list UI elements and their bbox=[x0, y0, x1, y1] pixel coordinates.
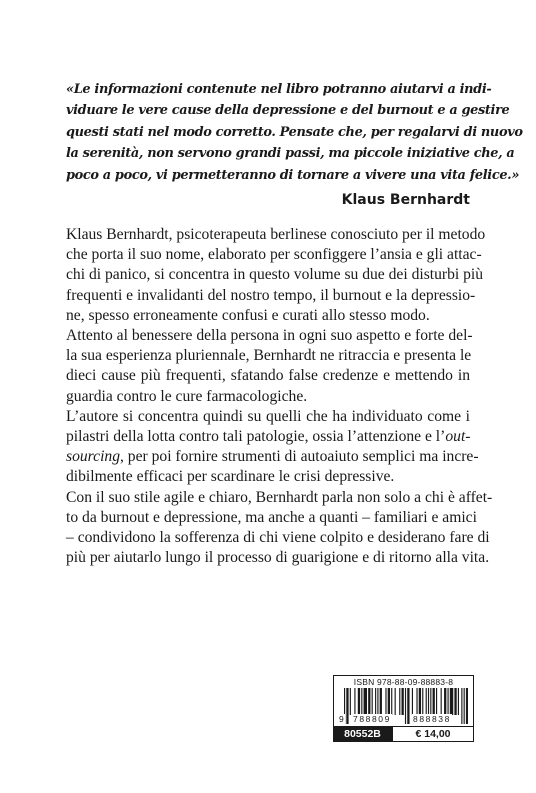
paragraph-2 bbox=[66, 326, 473, 407]
barcode-bar bbox=[358, 688, 360, 715]
text-line bbox=[66, 427, 470, 447]
barcode-bar bbox=[350, 688, 351, 715]
barcode-digit-first: 9 bbox=[339, 714, 344, 724]
barcode-bar bbox=[399, 688, 400, 715]
text-line: dibilmente efficaci per scardinare le crisi depressive. bbox=[66, 468, 395, 486]
barcode-bar bbox=[454, 688, 456, 715]
text-line: Con il suo stile agile e chiaro, Bernhardt parla non solo a chi è affet- bbox=[66, 488, 493, 506]
barcode-bar bbox=[375, 688, 376, 715]
barcode-bar bbox=[416, 688, 417, 715]
quote-line: questi stati nel modo corretto. Pensate che, per regalarvi di nuovo bbox=[66, 124, 523, 140]
barcode-bar bbox=[430, 688, 431, 715]
paragraph-1 bbox=[66, 225, 486, 326]
text-line: ne, spesso erroneamente confusi e curati allo stesso modo. bbox=[66, 306, 430, 324]
text-line: chi di panico, si concentra in questo volume su due dei disturbi più bbox=[66, 266, 484, 284]
barcode-bar bbox=[426, 688, 427, 715]
quote-line: poco a poco, vi permetteranno di tornare a vivere una vita felice.» bbox=[66, 167, 520, 183]
barcode-bar bbox=[422, 688, 423, 715]
price-row bbox=[333, 726, 474, 742]
barcode-bar bbox=[361, 688, 362, 715]
barcode-bar bbox=[433, 688, 435, 715]
barcode-bar bbox=[428, 688, 429, 715]
text-line: to da burnout e depressione, ma anche a quanti – familiari e amici bbox=[66, 508, 477, 526]
isbn-label: ISBN 978-88-09-88883-8 bbox=[353, 677, 454, 687]
text-run: pilastri della lotta contro tali patologie, ossia l’attenzione e l’ bbox=[66, 428, 446, 446]
barcode-box bbox=[333, 675, 474, 742]
price-label: € 14,00 bbox=[392, 726, 474, 742]
quote-line: «Le informazioni contenute nel libro potranno aiutarvi a indi- bbox=[66, 82, 492, 97]
barcode-bar bbox=[368, 688, 370, 715]
text-line: Attento al benessere della persona in ogni suo aspetto e forte del- bbox=[66, 327, 473, 345]
text-line: frequenti e invalidanti del nostro tempo, il burnout e la depressio- bbox=[66, 286, 476, 304]
italic-term: out- bbox=[445, 428, 471, 446]
text-line: più per aiutarlo lungo il processo di guarigione e di ritorno alla vita. bbox=[66, 549, 490, 567]
product-code: 80552B bbox=[333, 726, 392, 742]
barcode-bar bbox=[395, 688, 396, 715]
text-line: dieci cause più frequenti, sfatando false credenze e mettendo in bbox=[66, 367, 470, 385]
quote-author: Klaus Bernhardt bbox=[341, 192, 470, 209]
barcode-bar bbox=[444, 688, 446, 715]
text-line: – condividono la sofferenza di chi viene colpito e desiderano fare di bbox=[66, 529, 490, 547]
italic-term: sourcing bbox=[66, 448, 120, 466]
barcode-digits-left: 788809 bbox=[353, 714, 391, 724]
text-line: che porta il suo nome, elaborato per sconfiggere l’ansia e gli attac- bbox=[66, 246, 482, 264]
barcode-bar bbox=[412, 688, 413, 715]
barcode-bar bbox=[419, 688, 421, 715]
barcode-bar bbox=[377, 688, 378, 715]
barcode-bar bbox=[436, 688, 437, 715]
text-run: , per poi fornire strumenti di autoaiuto semplici ma incre- bbox=[120, 448, 479, 466]
description-text bbox=[66, 225, 493, 568]
paragraph-4 bbox=[66, 488, 493, 569]
text-line: Klaus Bernhardt, psicoterapeuta berlinese conosciuto per il metodo bbox=[66, 226, 486, 243]
barcode-bar bbox=[441, 688, 442, 715]
barcode-digits bbox=[338, 714, 472, 725]
barcode-bar bbox=[385, 688, 386, 715]
barcode-bar bbox=[448, 688, 449, 715]
quote-line: la serenità, non servono grandi passi, ma piccole iniziative che, a bbox=[66, 146, 515, 162]
text-line bbox=[66, 447, 479, 467]
barcode-bar bbox=[458, 688, 459, 715]
text-line: L’autore si concentra quindi su quelli che ha individuato come i bbox=[66, 407, 470, 425]
barcode-bar bbox=[402, 688, 404, 715]
barcode-bar bbox=[364, 688, 367, 715]
barcode-bar bbox=[372, 688, 373, 715]
barcode-bar bbox=[388, 688, 390, 715]
barcode-bar bbox=[380, 688, 382, 715]
barcode-bar bbox=[450, 688, 453, 715]
paragraph-3 bbox=[66, 407, 479, 488]
blurb-quote bbox=[66, 79, 523, 186]
quote-line: viduare le vere cause della depressione e del burnout e a gestire bbox=[66, 103, 510, 119]
barcode-bar bbox=[354, 688, 355, 715]
barcode-bar bbox=[391, 688, 392, 715]
text-line: la sua esperienza pluriennale, Bernhardt ne ritraccia e presenta le bbox=[66, 347, 472, 365]
text-line: guardia contro le cure farmacologiche. bbox=[66, 387, 308, 405]
barcode-digits-right: 888838 bbox=[413, 714, 451, 724]
quote-block bbox=[66, 79, 523, 209]
